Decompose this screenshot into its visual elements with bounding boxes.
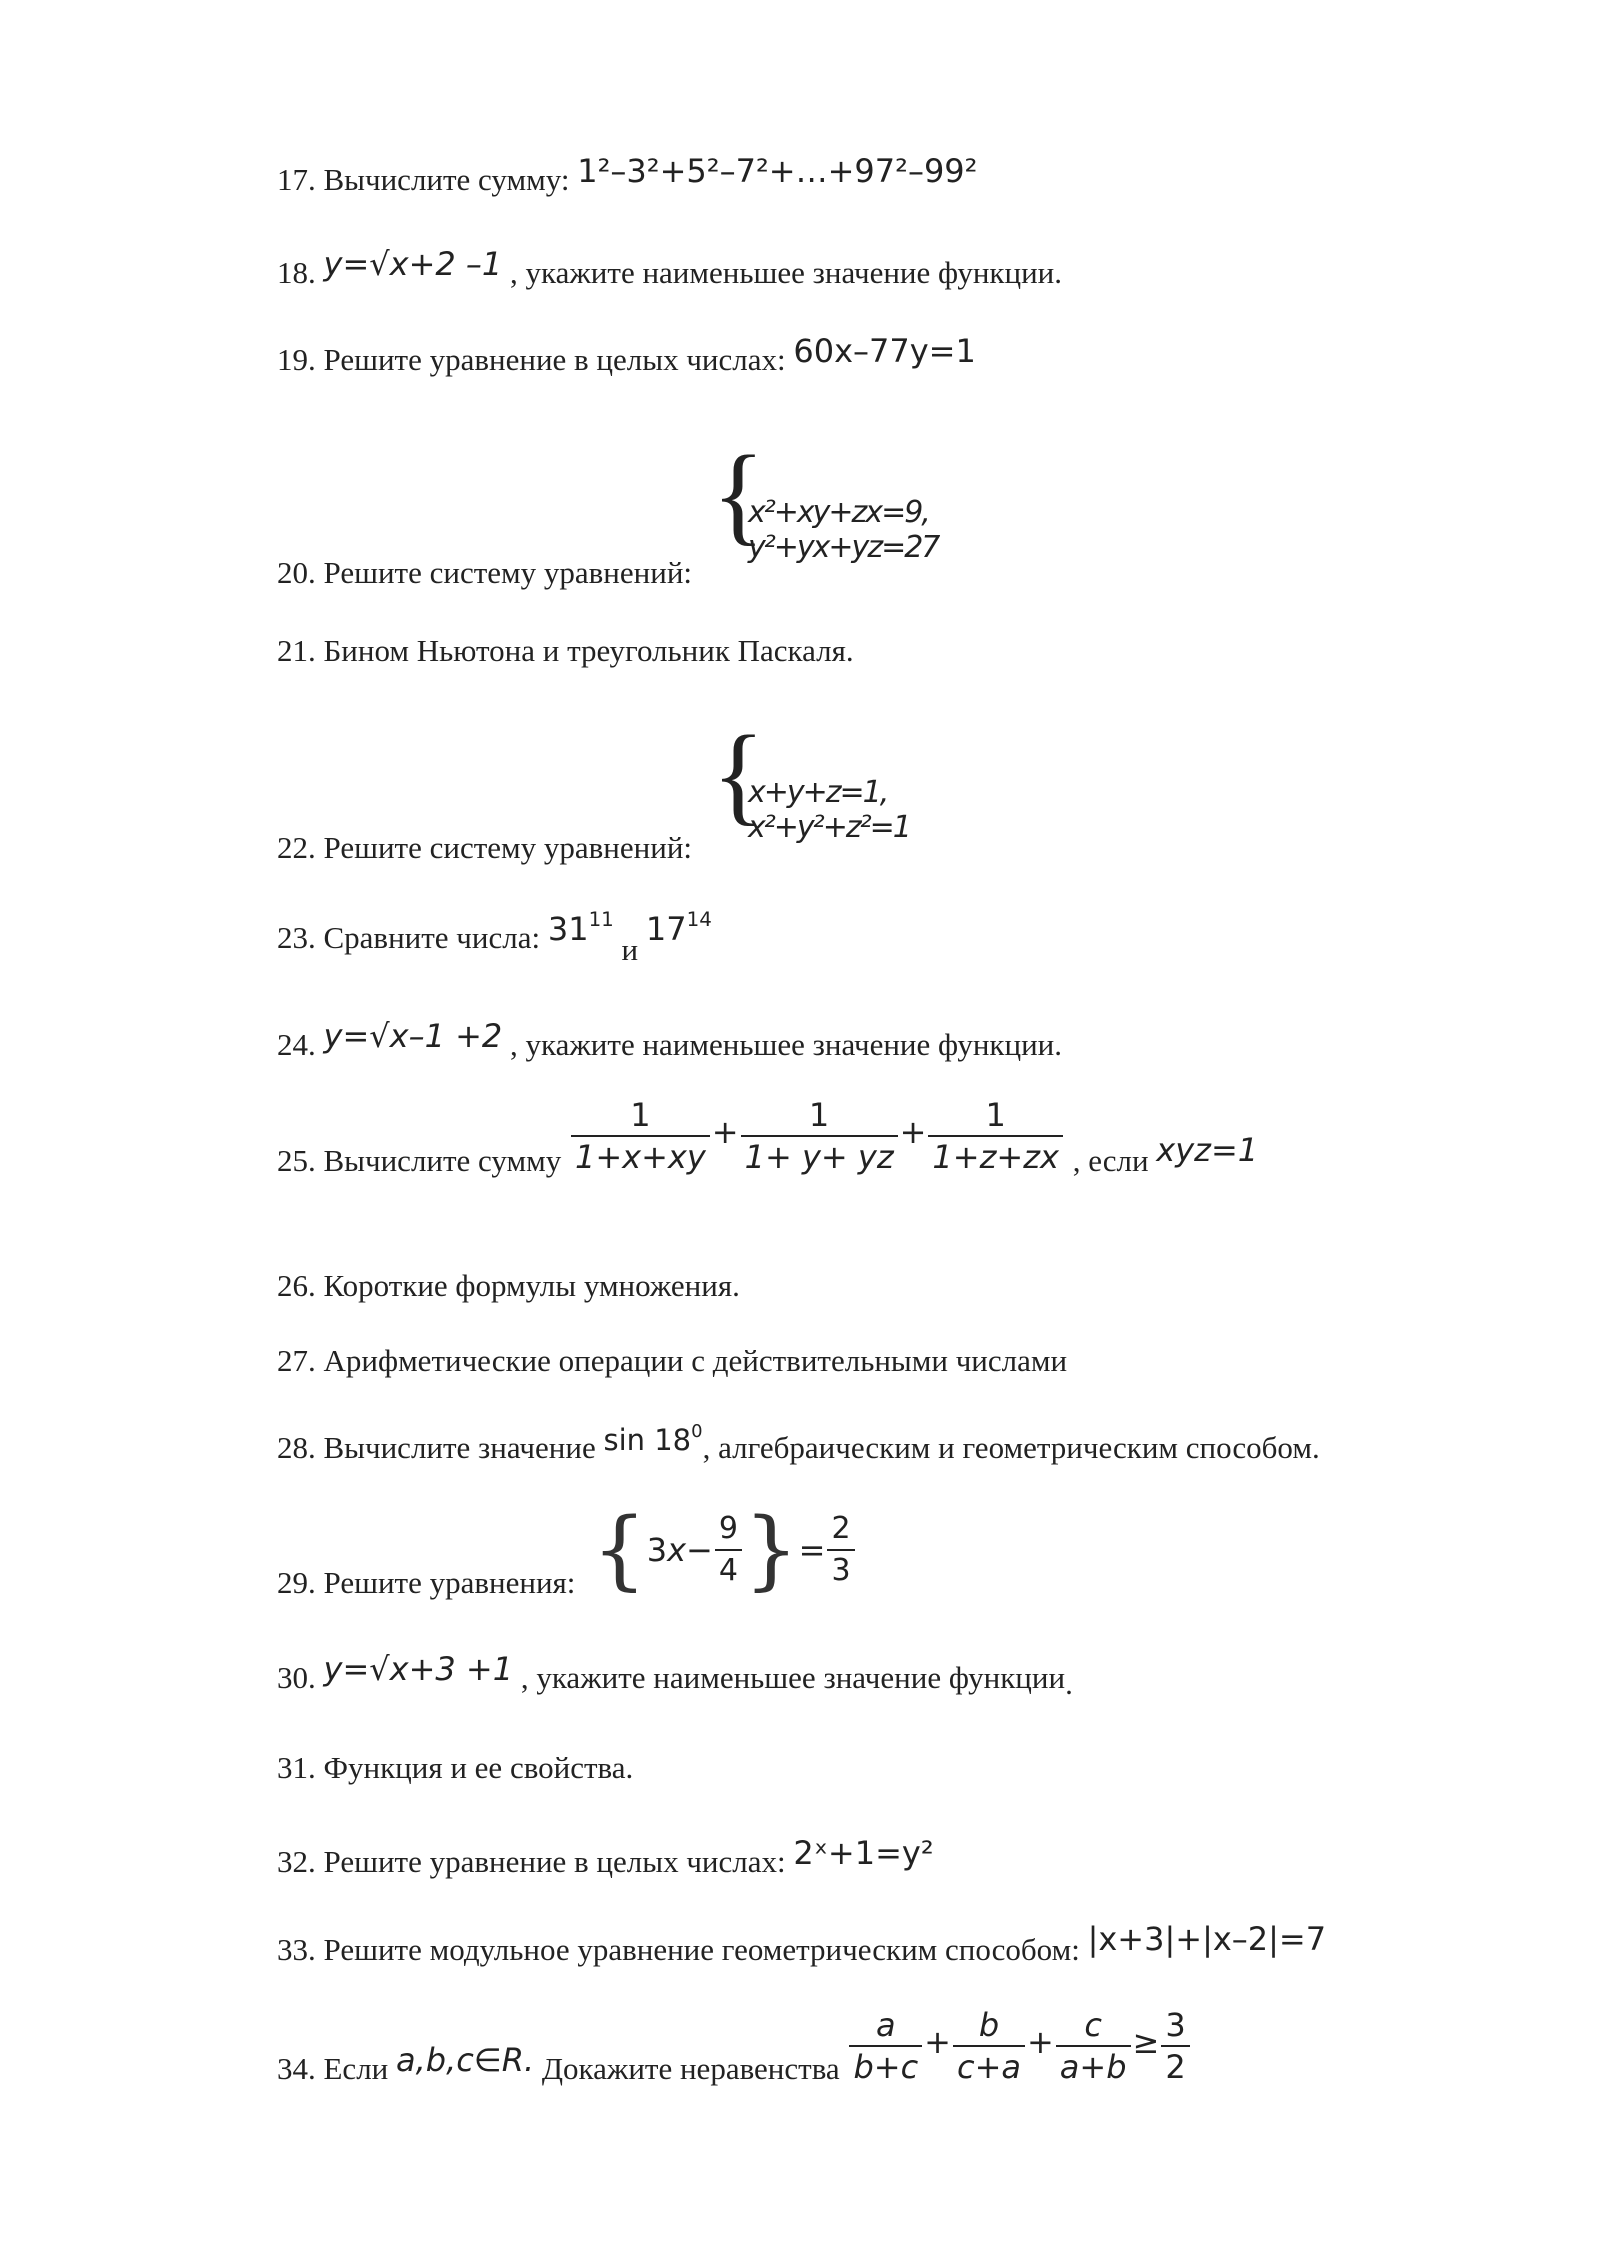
- item-27: [277, 1343, 1067, 1379]
- item-21: [277, 633, 854, 669]
- fraction-3: $\frac{1}{1+z+zx}$: [928, 1095, 1063, 1177]
- formula: x+y+z=1, x²+y²+z²=1: [748, 775, 910, 845]
- item-text-2: , алгебраическим и геометрическим способом.: [702, 1430, 1320, 1465]
- item-number: 31.: [277, 1750, 316, 1785]
- condition: a,b,c∈R.: [396, 2041, 535, 2080]
- formula-b: [646, 910, 712, 948]
- conjunction: и: [621, 932, 639, 967]
- item-number: 19.: [277, 342, 316, 377]
- condition-word: , если: [1072, 1143, 1149, 1179]
- item-tail: .: [1065, 1666, 1073, 1701]
- fraction-a: $\frac{a}{b+c}$: [849, 2005, 922, 2087]
- item-22: [277, 830, 692, 866]
- item-number: 29.: [277, 1565, 316, 1600]
- item-text: Решите уравнение в целых числах:: [323, 1844, 786, 1879]
- item-text: Решите уравнение в целых числах:: [323, 342, 786, 377]
- item-23: [277, 908, 712, 967]
- item-text-2: Докажите неравенства: [541, 2051, 840, 2087]
- fraction-1: $\frac{1}{1+x+xy}$: [571, 1095, 710, 1177]
- item-29: [277, 1565, 575, 1601]
- item-26: [277, 1268, 740, 1304]
- item-text: Короткие формулы умножения.: [323, 1268, 740, 1303]
- item-number: 26.: [277, 1268, 316, 1303]
- formula-29: {3x− $\frac{9}{4}$ }= $\frac{2}{3}$: [592, 1500, 857, 1600]
- brace-icon: {: [712, 713, 765, 835]
- item-text: , укажите наименьшее значение функции.: [510, 255, 1063, 290]
- fraction-3-2: $\frac{3}{2}$: [1161, 2005, 1189, 2087]
- formula-a: [548, 910, 614, 948]
- item-number: 20.: [277, 555, 316, 590]
- fraction-b: $\frac{b}{c+a}$: [953, 2005, 1025, 2087]
- base: 17: [645, 910, 687, 948]
- exponent: 14: [686, 908, 712, 932]
- item-text: Арифметические операции с действительными числами: [323, 1343, 1068, 1378]
- item-18: [277, 245, 1063, 291]
- fraction-c: $\frac{c}{a+b}$: [1056, 2005, 1131, 2087]
- formula: 60x–77y=1: [793, 332, 976, 370]
- formula: y=√x+3 +1: [323, 1650, 514, 1688]
- item-text: Если: [323, 2051, 389, 2087]
- item-text: Решите систему уравнений:: [323, 555, 693, 590]
- system-20: [712, 425, 972, 585]
- item-text: Решите модульное уравнение геометрическим способом:: [323, 1932, 1080, 1967]
- item-text: Вычислите сумму: [323, 1143, 562, 1179]
- item-20: [277, 555, 692, 591]
- formula: 2ˣ+1=y²: [793, 1834, 934, 1872]
- item-number: 27.: [277, 1343, 316, 1378]
- item-33: [277, 1920, 1327, 1968]
- item-31: [277, 1750, 633, 1786]
- item-number: 21.: [277, 633, 316, 668]
- formula: 1²–3²+5²–7²+…+97²–99²: [577, 152, 978, 190]
- formula: y=√x+2 –1: [323, 245, 503, 283]
- item-24: [277, 1017, 1063, 1063]
- formula: x²+xy+zx=9, y²+yx+yz=27: [748, 495, 939, 565]
- system-22: [712, 705, 972, 865]
- item-text: Решите систему уравнений:: [323, 830, 693, 865]
- item-text: , укажите наименьшее значение функции.: [510, 1027, 1063, 1062]
- item-30: [277, 1650, 1073, 1701]
- item-number: 33.: [277, 1932, 316, 1967]
- brace-right-icon: }: [743, 1500, 799, 1600]
- item-text: , укажите наименьшее значение функции: [520, 1660, 1066, 1695]
- item-number: 32.: [277, 1844, 316, 1879]
- function: sin 18: [603, 1423, 692, 1457]
- item-number: 34.: [277, 2051, 316, 2087]
- item-number: 25.: [277, 1143, 316, 1179]
- item-number: 17.: [277, 162, 316, 197]
- item-number: 28.: [277, 1430, 316, 1465]
- item-text: Функция и ее свойства.: [323, 1750, 634, 1785]
- item-number: 24.: [277, 1027, 316, 1062]
- formula: [603, 1423, 702, 1457]
- item-number: 30.: [277, 1660, 316, 1695]
- brace-left-icon: {: [592, 1500, 647, 1600]
- exponent: 0: [691, 1421, 703, 1443]
- formula: |x+3|+|x–2|=7: [1087, 1920, 1327, 1958]
- condition: xyz=1: [1156, 1131, 1259, 1170]
- formula: y=√x–1 +2: [323, 1017, 503, 1055]
- item-17: [277, 152, 978, 198]
- item-text: Вычислите сумму:: [323, 162, 570, 197]
- item-text: Сравните числа:: [323, 920, 541, 955]
- item-text: Вычислите значение: [323, 1430, 596, 1465]
- item-number: 23.: [277, 920, 316, 955]
- fraction-2: $\frac{1}{1+ y+ yz}$: [741, 1095, 898, 1177]
- item-number: 18.: [277, 255, 316, 290]
- exponent: 11: [588, 908, 614, 932]
- item-34: 34. Если a,b,c∈R. Докажите неравенства $\frac{a}{b+c}$ + $\frac{b}{c+a}$ + $\frac{c}{a+b}$ ≥ $\frac{3}{2}$: [277, 2005, 1192, 2087]
- item-32: [277, 1834, 934, 1880]
- item-28: [277, 1421, 1320, 1466]
- item-number: 22.: [277, 830, 316, 865]
- brace-icon: {: [712, 433, 765, 555]
- item-text: Бином Ньютона и треугольник Паскаля.: [323, 633, 854, 668]
- item-25: 25. Вычислите сумму $\frac{1}{1+x+xy}$ + $\frac{1}{1+ y+ yz}$ + $\frac{1}{1+z+zx}$ , если xyz=1: [277, 1096, 1259, 1179]
- item-19: [277, 332, 976, 378]
- item-text: Решите уравнения:: [323, 1565, 576, 1600]
- base: 31: [547, 910, 589, 948]
